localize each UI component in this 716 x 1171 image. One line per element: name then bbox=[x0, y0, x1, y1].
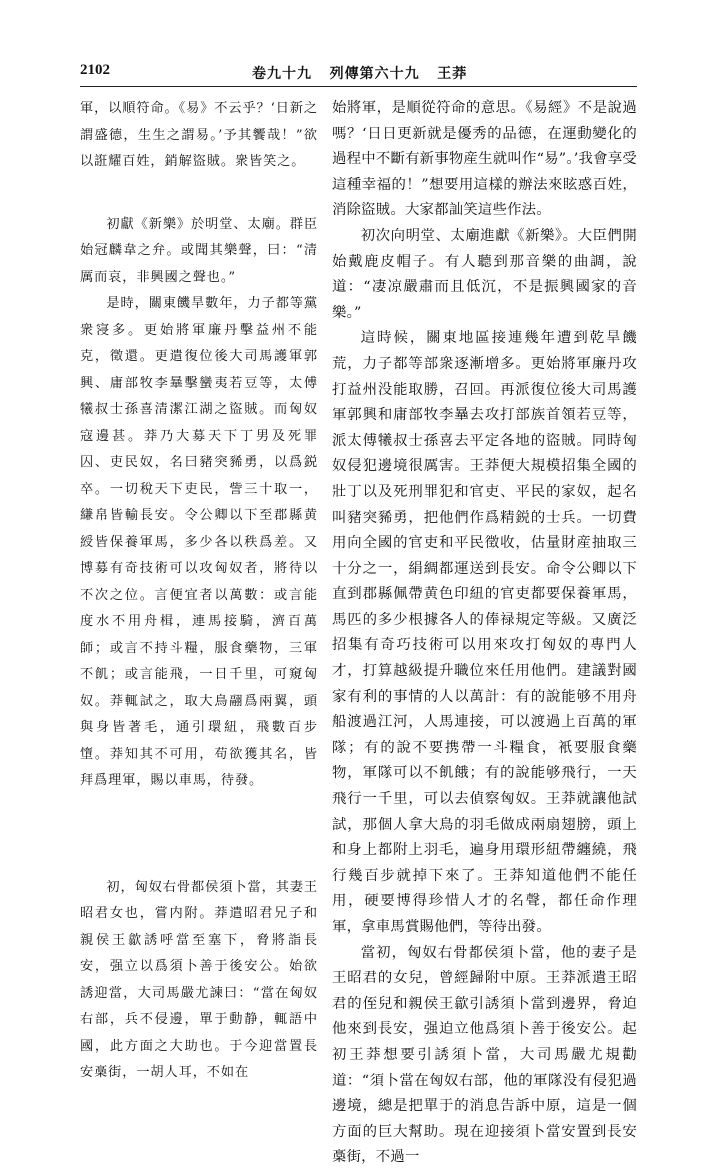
header-rule bbox=[80, 86, 637, 87]
left-paragraph-2: 初獻《新樂》於明堂、太廟。群臣始冠麟韋之弁。或聞其樂聲，曰：“清厲而哀，非興國之聲也。” bbox=[80, 216, 318, 285]
right-paragraph-3: 這時候，關東地區接連幾年遭到乾旱饑荒，力子都等部衆逐漸增多。更始將軍廉丹攻打益州没能取勝，召回。再派復位後大司馬護軍郭興和庸部牧李曅去攻打部族首領若豆等，派太傅犧叔士孫喜去平定各地的盜賊。同時匈奴侵犯邊境很厲害。王莽便大規模招集全國的壯丁以及死刑罪犯和官吏、平民的家奴，起名叫豬突豨勇，把他們作爲精鋭的士兵。一切費用向全國的官吏和平民徵收，估量財産抽取三十分之一，絹綢都運送到長安。命令公卿以下直到郡縣佩帶黄色印紐的官吏都要保養軍馬，馬匹的多少根據各人的俸禄規定等級。又廣泛招集有奇巧技術可以用來攻打匈奴的專門人才，打算越級提升職位來任用他們。建議對國家有利的事情的人以萬計：有的說能够不用舟船渡過江河，人馬連接，可以渡過上百萬的軍隊；有的說不要携帶一斗糧食，衹要服食藥物，軍隊可以不飢餓；有的說能够飛行，一天飛行一千里，可以去偵察匈奴。王莽就讓他試試，那個人拿大鳥的羽毛做成兩扇翅膀，頭上和身上都附上羽毛，遍身用環形紐帶纏繞，飛行幾百步就掉下來了。王莽知道他們不能任用，硬要博得珍惜人才的名聲，都任命作理軍，拿車馬賞賜他們，等待出發。 bbox=[332, 330, 637, 935]
translation-text-column bbox=[332, 96, 637, 1171]
left-paragraph-4: 初，匈奴右骨都侯須卜當，其妻王昭君女也，嘗内附。莽遣昭君兄子和親侯王歙誘呼當至塞下，脅將詣長安，强立以爲須卜善于後安公。始欲誘迎當，大司馬嚴尤諫曰：“當在匈奴右部，兵不侵邊，單于動静，輒語中國，此方面之大助也。于今迎當置長安槀街，一胡人耳，不如在 bbox=[80, 879, 318, 1080]
left-paragraph-1: 軍，以順符命。《易》不云乎？‘日新之謂盛德，生生之謂易。’予其饗哉！”欲以誑耀百姓，銷解盜賊。衆皆笑之。 bbox=[80, 101, 318, 169]
right-paragraph-4: 當初，匈奴右骨都侯須卜當，他的妻子是王昭君的女兒，曾經歸附中原。王莽派遣王昭君的侄兒和親侯王歙引誘須卜當到邊界，脅迫他來到長安，强迫立他爲須卜善于後安公。起初王莽想要引誘須卜當，大司馬嚴尤規勸道：“須卜當在匈奴右部，他的軍隊没有侵犯過邊境，總是把單于的消息告訴中原，這是一個方面的巨大幫助。現在迎接須卜當安置到長安槀街，不過一 bbox=[332, 944, 637, 1166]
left-paragraph-3: 是時，關東饑旱數年，力子都等黨衆寖多。更始將軍廉丹擊益州不能克，徵還。更遣復位後大司馬護軍郭興、庸部牧李曅擊蠻夷若豆等，太傅犧叔士孫喜清潔江湖之盜賊。而匈奴寇邊甚。莽乃大募天下丁男及死罪囚、吏民奴，名曰豬突豨勇，以爲鋭卒。一切稅天下吏民，訾三十取一，縑帛皆輸長安。令公卿以下至郡縣黄綬皆保養軍馬，多少各以秩爲差。又博募有奇技術可以攻匈奴者，將待以不次之位。言便宜者以萬數：或言能度水不用舟楫，連馬接騎，濟百萬師；或言不持斗糧，服食藥物，三軍不飢；或言能飛，一日千里，可窺匈奴。莽輒試之，取大鳥翮爲兩翼，頭與身皆著毛，通引環紐，飛數百步墯。莽知其不可用，苟欲獲其名，皆拜爲理軍，賜以車馬，待發。 bbox=[80, 296, 318, 788]
page-header bbox=[80, 62, 640, 86]
right-paragraph-2: 初次向明堂、太廟進獻《新樂》。大臣們開始戴鹿皮帽子。有人聽到那音樂的曲調，說道：“凄凉嚴肅而且低沉，不是振興國家的音樂。” bbox=[332, 227, 637, 321]
right-paragraph-1: 始將軍，是順從符命的意思。《易經》不是說過嗎？‘日日更新就是優秀的品德，在運動變化的過程中不斷有新事物産生就叫作“易”。’我會享受這種幸福的！”想要用這樣的辦法來眩惑百姓，消除盜賊。大家都訕笑這些作法。 bbox=[332, 100, 637, 219]
classical-text-column bbox=[80, 96, 318, 1087]
running-head: 卷九十九 列傳第六十九 王莽 bbox=[252, 66, 468, 82]
page-number: 2102 bbox=[80, 62, 110, 78]
